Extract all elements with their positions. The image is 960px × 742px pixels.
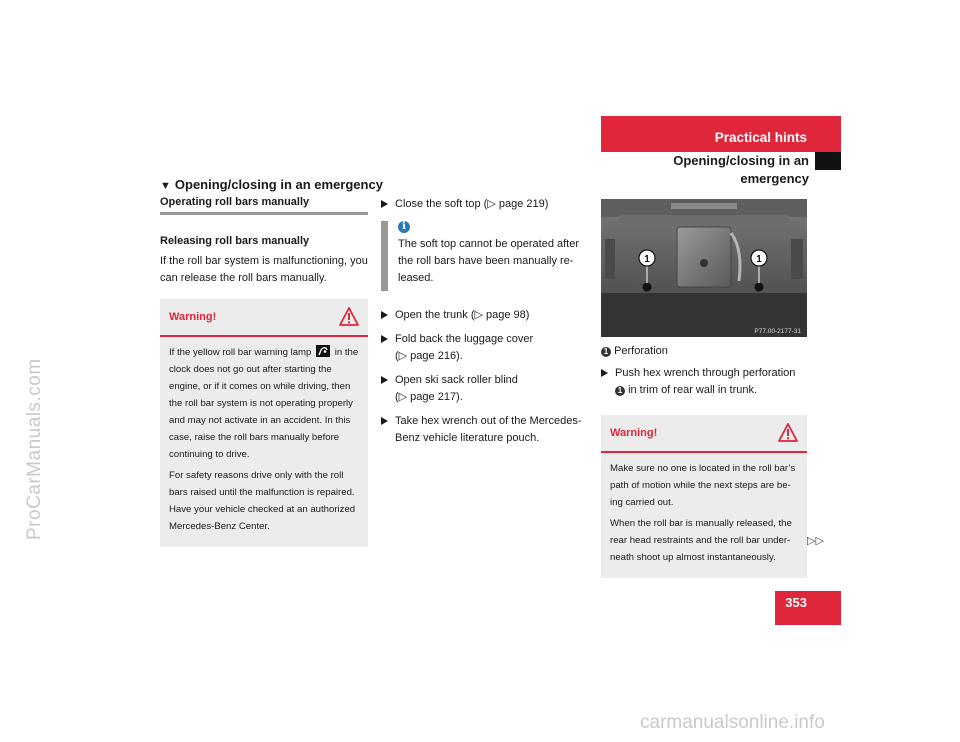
step-page-ref: (▷ page 217).	[395, 391, 463, 403]
page-number-box	[775, 591, 841, 625]
header-black-tab	[815, 152, 841, 170]
step-take-hex-wrench	[381, 413, 585, 447]
chapter-subtitle: Opening/closing in an emergency	[673, 153, 809, 186]
callout-1-left: 1	[644, 254, 650, 265]
warning-triangle-icon	[339, 307, 359, 326]
warning-paragraph-2: When the roll bar is manually released, the rear head restraints and the roll bar under-neath shoot up almost instantaneously.	[610, 518, 792, 563]
warning-paragraph-1: Make sure no one is located in the roll bar’s path of motion while the next steps are be-ing carried out.	[610, 463, 796, 508]
warning-text-after-lamp: in the clock does not go out after starting the engine, or if it comes on while driving, then the roll bar system is not operating properly and may not activate in an accident. In this case, raise the roll bars manually before continuing to drive.	[169, 347, 359, 460]
image-code: P77.00-2177-31	[754, 328, 801, 335]
chapter-title: Practical hints	[714, 130, 807, 145]
warning-text-before-lamp: If the yellow roll bar warning lamp	[169, 347, 312, 358]
heading-releasing-roll-bars: Releasing roll bars manually	[160, 235, 310, 247]
roll-bar-warning-lamp-icon	[316, 345, 330, 357]
bullet-arrow-icon	[381, 335, 388, 343]
column-left	[160, 196, 368, 547]
info-text: The soft top cannot be operated after the roll bars have been manually re-leased.	[398, 238, 580, 284]
column-middle	[381, 196, 585, 447]
bullet-arrow-icon	[381, 200, 388, 208]
legend-perforation	[601, 343, 807, 360]
bullet-arrow-icon	[381, 417, 388, 425]
step-text-after: in trim of rear wall in trunk.	[628, 384, 758, 396]
triangle-down-icon: ▼	[160, 180, 171, 192]
step-text: Open the trunk (▷ page 98)	[395, 309, 530, 321]
section-title-text: Opening/closing in an emergency	[174, 177, 383, 192]
info-box-soft-top	[381, 221, 585, 291]
step-text: Close the soft top (▷ page 219)	[395, 198, 549, 210]
info-icon: i	[398, 221, 410, 233]
intro-paragraph: If the roll bar system is malfunctioning, you can release the roll bars manually.	[160, 255, 368, 284]
watermark-procarmanuals: ProCarManuals.com	[24, 358, 45, 540]
warning-header	[601, 415, 807, 453]
warning-label: Warning!	[169, 311, 217, 323]
warning-label: Warning!	[610, 427, 658, 439]
step-open-trunk	[381, 307, 585, 324]
step-text-before: Push hex wrench through perforation	[615, 367, 796, 379]
step-close-soft-top	[381, 196, 585, 213]
step-page-ref: (▷ page 216).	[395, 350, 463, 362]
continued-marker: ▷▷	[807, 535, 824, 547]
callout-1-inline-icon: 1	[615, 386, 625, 396]
callout-1-right: 1	[756, 254, 762, 265]
warning-paragraph-2: For safety reasons drive only with the roll bars raised until the malfunction is repaired. Have your vehicle checked at an authorized Mercedes-Benz Center.	[169, 470, 356, 532]
step-text: Open ski sack roller blind	[395, 374, 518, 386]
step-text: Take hex wrench out of the Mercedes-Benz vehicle literature pouch.	[395, 415, 582, 444]
bullet-arrow-icon	[601, 369, 608, 377]
warning-box-roll-bar-lamp	[160, 299, 368, 547]
chapter-header	[601, 116, 841, 152]
step-text: Fold back the luggage cover	[395, 333, 534, 345]
section-title	[160, 177, 383, 192]
subheading-operating-roll-bars: Operating roll bars manually	[160, 196, 368, 215]
bullet-arrow-icon	[381, 311, 388, 319]
warning-triangle-icon	[778, 423, 798, 442]
warning-box-roll-bar-motion	[601, 415, 807, 578]
watermark-carmanualsonline: carmanualsonline.info	[640, 712, 825, 733]
step-push-hex-wrench	[601, 365, 807, 399]
callout-1-legend-icon: 1	[601, 347, 611, 357]
page-number: 353	[785, 595, 807, 610]
trunk-rear-wall-photo	[601, 199, 807, 337]
warning-paragraph-1	[169, 344, 359, 463]
warning-header	[160, 299, 368, 337]
step-open-ski-sack	[381, 372, 585, 406]
legend-label: Perforation	[614, 345, 668, 357]
step-fold-luggage-cover	[381, 331, 585, 365]
column-right	[601, 199, 807, 578]
bullet-arrow-icon	[381, 376, 388, 384]
